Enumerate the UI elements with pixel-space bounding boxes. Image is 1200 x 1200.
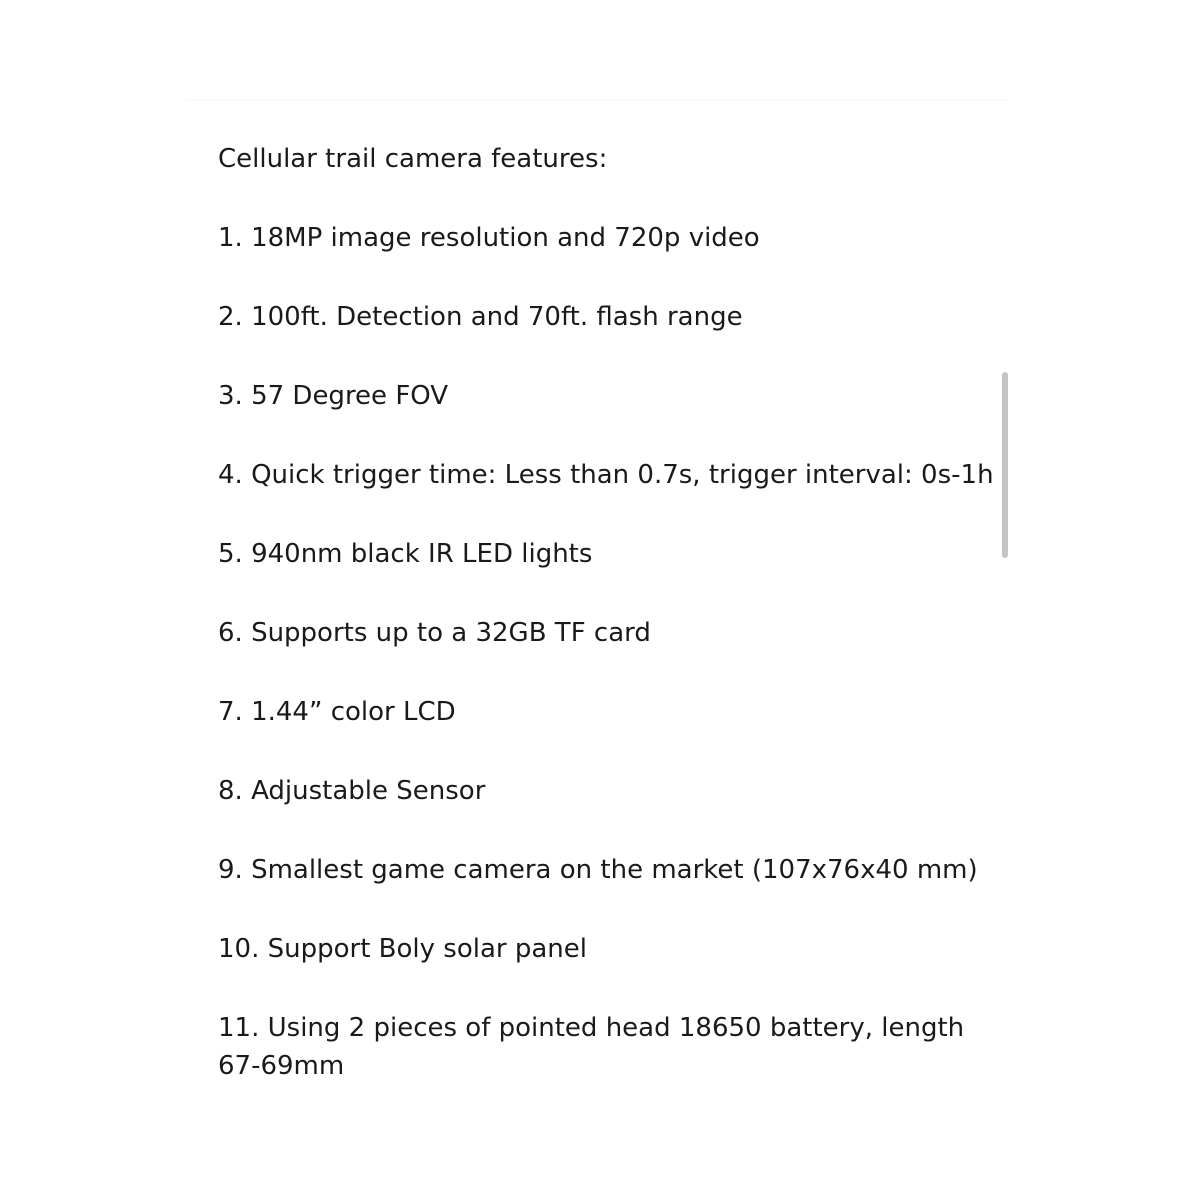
feature-item-7: 7. 1.44” color LCD bbox=[218, 697, 456, 727]
feature-item-11: 11. Using 2 pieces of pointed head 18650 battery, length 67-69mm bbox=[218, 1013, 965, 1081]
features-content bbox=[218, 140, 994, 1126]
feature-item-1: 1. 18MP image resolution and 720p video bbox=[218, 223, 760, 253]
vertical-scrollbar[interactable] bbox=[1001, 100, 1009, 1110]
feature-item-10: 10. Support Boly solar panel bbox=[218, 934, 587, 964]
feature-item-4: 4. Quick trigger time: Less than 0.7s, trigger interval: 0s-1h bbox=[218, 460, 994, 490]
feature-item-2: 2. 100ft. Detection and 70ft. flash range bbox=[218, 302, 743, 332]
feature-item-8: 8. Adjustable Sensor bbox=[218, 776, 486, 806]
features-heading: Cellular trail camera features: bbox=[218, 144, 608, 174]
feature-list bbox=[218, 219, 994, 1085]
feature-item-9: 9. Smallest game camera on the market (107x76x40 mm) bbox=[218, 855, 978, 885]
feature-item-6: 6. Supports up to a 32GB TF card bbox=[218, 618, 651, 648]
scrollbar-thumb[interactable] bbox=[1002, 372, 1008, 558]
feature-item-5: 5. 940nm black IR LED lights bbox=[218, 539, 593, 569]
feature-item-3: 3. 57 Degree FOV bbox=[218, 381, 449, 411]
